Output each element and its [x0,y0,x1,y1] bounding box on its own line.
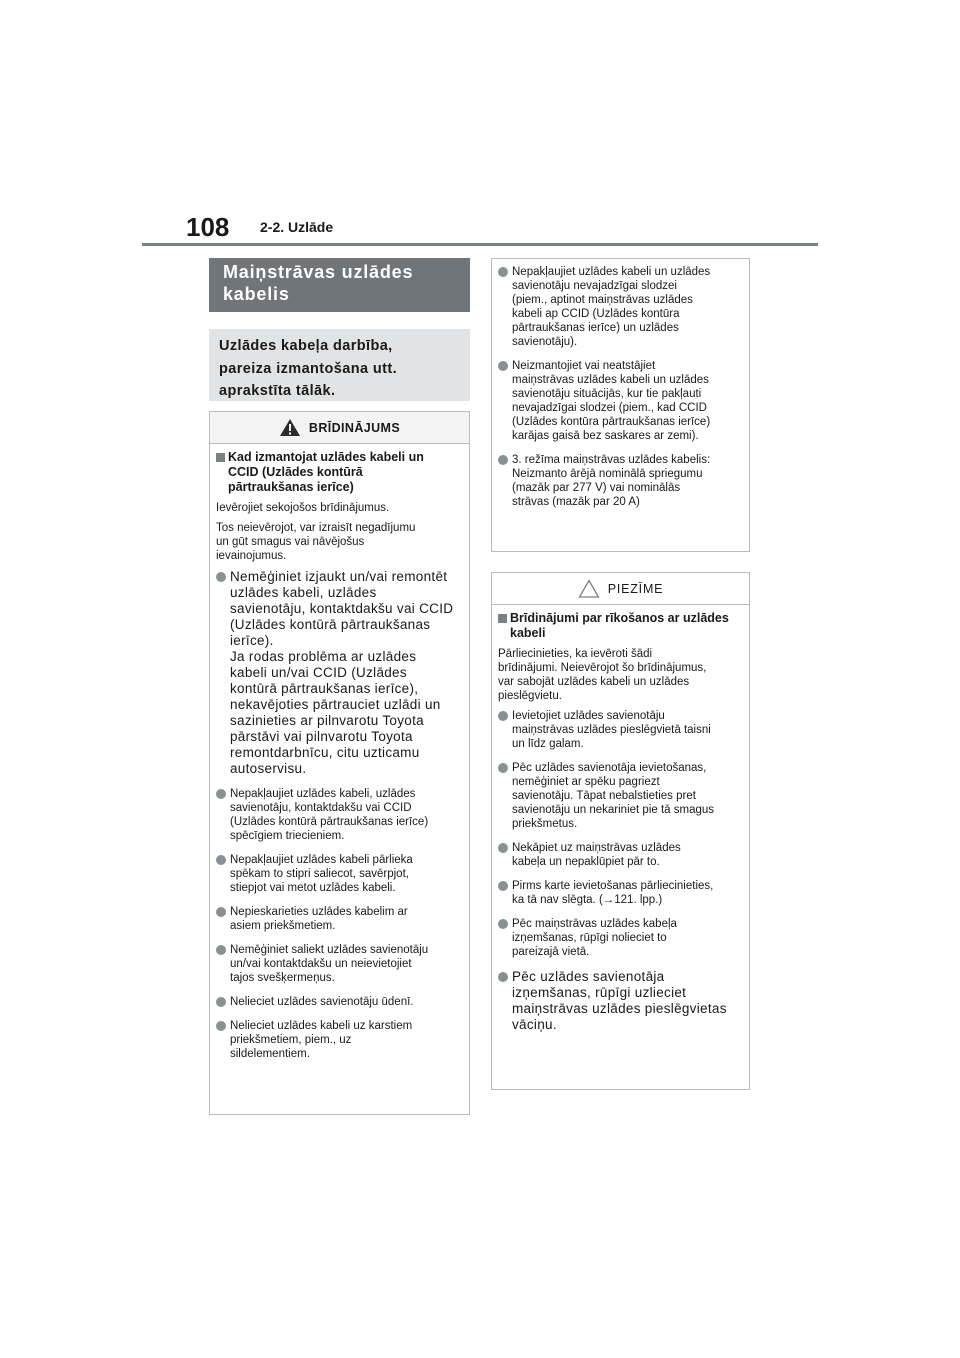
list-item [216,569,463,777]
item-line: sildelementiem. [230,1048,310,1060]
note-header [492,573,749,605]
item-line: (Uzlādes kontūra pārtraukšanas ierīce) [512,416,711,428]
item-line: Nemēģiniet saliekt uzlādes savienotāju [230,944,429,956]
item-line: priekšmetiem, piem., uz [230,1034,352,1046]
item-line: un līdz galam. [512,738,584,750]
item-line: Nepieskarieties uzlādes kabelim ar [230,906,408,918]
subheading-line: Brīdinājumi par rīkošanos ar uzlādes [510,611,729,625]
warning-label: BRĪDINĀJUMS [308,420,401,435]
bullet-dot-icon [498,361,508,371]
item-line: Nelieciet uzlādes kabeli uz karstiem [230,1020,413,1032]
item-line: nekavējoties pārtrauciet uzlādi un [230,697,441,712]
paragraph-line: pieslēgvietu. [498,690,562,702]
bullet-dot-icon [216,1021,226,1031]
header-divider [142,243,818,246]
list-item [498,969,743,1033]
section-title: 2-2. Uzlāde [260,219,334,235]
bullet-dot-icon [498,972,508,982]
item-line: maiņstrāvas uzlādes kabeli un uzlādes [512,374,709,386]
item-line: maiņstrāvas uzlādes pieslēgvietas [512,1001,727,1016]
list-item [498,879,743,907]
item-line: sazinieties ar pilnvarotu Toyota [230,713,424,728]
item-line: Ja rodas problēma ar uzlādes [230,649,417,664]
subheading-line: pārtraukšanas ierīce) [228,480,354,494]
item-line: kabeļa un nepaklūpiet pār to. [512,856,660,868]
item-line: savienotāju nevajadzīgai slodzei [512,280,677,292]
item-line: Nepakļaujiet uzlādes kabeli, uzlādes [230,788,416,800]
bullet-dot-icon [498,267,508,277]
item-line: vāciņu. [512,1017,557,1032]
warning-paragraph [216,521,463,563]
page-reference-line[interactable]: ka tā nav slēgta. (→121. lpp.) [512,894,663,906]
subheading-line: Kad izmantojat uzlādes kabeli un [228,450,424,464]
section-heading-line: Maiņstrāvas uzlādes [223,262,414,282]
item-line: (piem., aptinot maiņstrāvas uzlādes [512,294,693,306]
item-line: autoservisu. [230,761,307,776]
item-line: savienotāju, kontaktdakšu vai CCID [230,601,454,616]
note-paragraph [498,647,743,703]
item-line: priekšmetus. [512,818,578,830]
paragraph-line: Tos neievērojot, var izraisīt negadījumu [216,522,416,534]
bullet-dot-icon [498,881,508,891]
item-line: kontūrā pārtraukšanas ierīce), [230,681,419,696]
note-body [492,605,749,1051]
list-item [498,917,743,959]
item-line: (Uzlādes kontūrā pārtraukšanas ierīce) [230,816,429,828]
item-line: strāvas (mazāk par 20 A) [512,496,640,508]
bullet-dot-icon [216,907,226,917]
item-line: savienotāju, kontaktdakšu vai CCID [230,802,412,814]
item-line: Nepakļaujiet uzlādes kabeli pārlieka [230,854,413,866]
item-line: pareizajā vietā. [512,946,590,958]
item-line: uzlādes kabeli, uzlādes [230,585,377,600]
bullet-dot-icon [498,711,508,721]
item-line: izņemšanas, rūpīgi uzlieciet [512,985,687,1000]
bullet-dot-icon [216,789,226,799]
bullet-dot-icon [498,919,508,929]
bullet-dot-icon [216,855,226,865]
intro-line: Uzlādes kabeļa darbība, [219,338,393,354]
list-item [216,943,463,985]
section-heading-line: kabelis [223,284,290,304]
item-line: izņemšanas, rūpīgi nolieciet to [512,932,667,944]
item-line: karājas gaisā bez saskares ar zemi). [512,430,699,442]
warning-panel [209,411,470,1115]
subheading-line: kabeli [510,626,546,640]
item-line: pārtraukšanas ierīce) un uzlādes [512,322,679,334]
item-line: Nemēģiniet izjaukt un/vai remontēt [230,569,448,584]
item-line: maiņstrāvas uzlādes pieslēgvietā taisni [512,724,711,736]
item-line: Pēc uzlādes savienotāja ievietošanas, [512,762,707,774]
item-line: un/vai kontaktdakšu un neievietojiet [230,958,412,970]
paragraph-line: un gūt smagus vai nāvējošus [216,536,365,548]
item-line: Nepakļaujiet uzlādes kabeli un uzlādes [512,266,711,278]
bullet-dot-icon [216,945,226,955]
item-line: Ievietojiet uzlādes savienotāju [512,710,665,722]
paragraph-line: var sabojāt uzlādes kabeli un uzlādes [498,676,690,688]
square-bullet-icon [498,614,507,623]
bullet-dot-icon [498,843,508,853]
page-number: 108 [186,212,230,242]
item-line: kabeli ap CCID (Uzlādes kontūra [512,308,680,320]
caution-outline-icon [578,579,600,598]
item-line: Pēc uzlādes savienotāja [512,969,665,984]
item-line: kabeli un/vai CCID (Uzlādes [230,665,407,680]
warning-triangle-icon [279,418,301,437]
item-line: savienotāju situācijās, kur tie pakļauti [512,388,702,400]
item-line: asiem priekšmetiem. [230,920,336,932]
item-line: nemēģiniet ar spēku pagriezt [512,776,660,788]
note-panel [491,572,750,1090]
item-line: remontdarbnīcu, citu uzticamu [230,745,420,760]
item-line: pārstāvi vai pilnvarotu Toyota [230,729,413,744]
warning-body [210,444,469,1079]
warning-continued-panel [491,258,750,552]
section-heading-box [209,258,470,312]
item-line: (Uzlādes kontūrā pārtraukšanas [230,617,431,632]
list-item [498,453,743,509]
square-bullet-icon [216,453,225,462]
list-item [498,761,743,831]
item-line: spēcīgiem triecieniem. [230,830,345,842]
bullet-dot-icon [216,997,226,1007]
item-line: Neizmantojiet vai neatstājiet [512,360,656,372]
note-subheading [498,611,743,641]
list-item [216,995,463,1009]
left-column [209,258,470,1115]
bullet-dot-icon [216,572,226,582]
item-line: Pēc maiņstrāvas uzlādes kabeļa [512,918,677,930]
list-item [216,1019,463,1061]
item-line: savienotāju). [512,336,578,348]
paragraph-line: brīdinājumi. Neievērojot šo brīdinājumus, [498,662,707,674]
item-line: Neizmanto ārējā nominālā spriegumu [512,468,703,480]
warning-continued-body [492,259,749,527]
item-line: 3. režīma maiņstrāvas uzlādes kabelis: [512,454,711,466]
item-line: spēkam to stipri saliecot, savērpjot, [230,868,409,880]
item-line: Nekāpiet uz maiņstrāvas uzlādes [512,842,681,854]
note-label: PIEZĪME [607,581,664,596]
item-line: stiepjot vai metot uzlādes kabeli. [230,882,396,894]
item-line: ierīce). [230,633,274,648]
list-item [498,841,743,869]
intro-line: aprakstīta tālāk. [219,383,336,399]
item-line: tajos svešķermeņus. [230,972,335,984]
list-item [498,359,743,443]
paragraph-line: Pārliecinieties, ka ievēroti šādi [498,648,653,660]
subheading-line: CCID (Uzlādes kontūrā [228,465,363,479]
intro-box [209,329,470,401]
list-item [216,787,463,843]
item-line: Nelieciet uzlādes savienotāju ūdenī. [230,996,414,1008]
item-line: savienotāju. Tāpat nebalstieties pret [512,790,696,802]
list-item [498,709,743,751]
list-item [216,905,463,933]
bullet-dot-icon [498,455,508,465]
list-item [216,853,463,895]
warning-header [210,412,469,444]
right-column [491,258,750,1090]
bullet-dot-icon [498,763,508,773]
warning-paragraph: Ievērojiet sekojošos brīdinājumus. [216,502,390,514]
item-line: nevajadzīgai slodzei (piem., kad CCID [512,402,707,414]
paragraph-line: ievainojumus. [216,550,287,562]
intro-line: pareiza izmantošana utt. [219,360,397,377]
item-line: savienotāju un nekariniet pie tā smagus [512,804,715,816]
item-line: (mazāk par 277 V) vai nominālās [512,482,681,494]
list-item [498,265,743,349]
warning-subheading [216,450,463,495]
item-line: Pirms karte ievietošanas pārliecinieties, [512,880,714,892]
